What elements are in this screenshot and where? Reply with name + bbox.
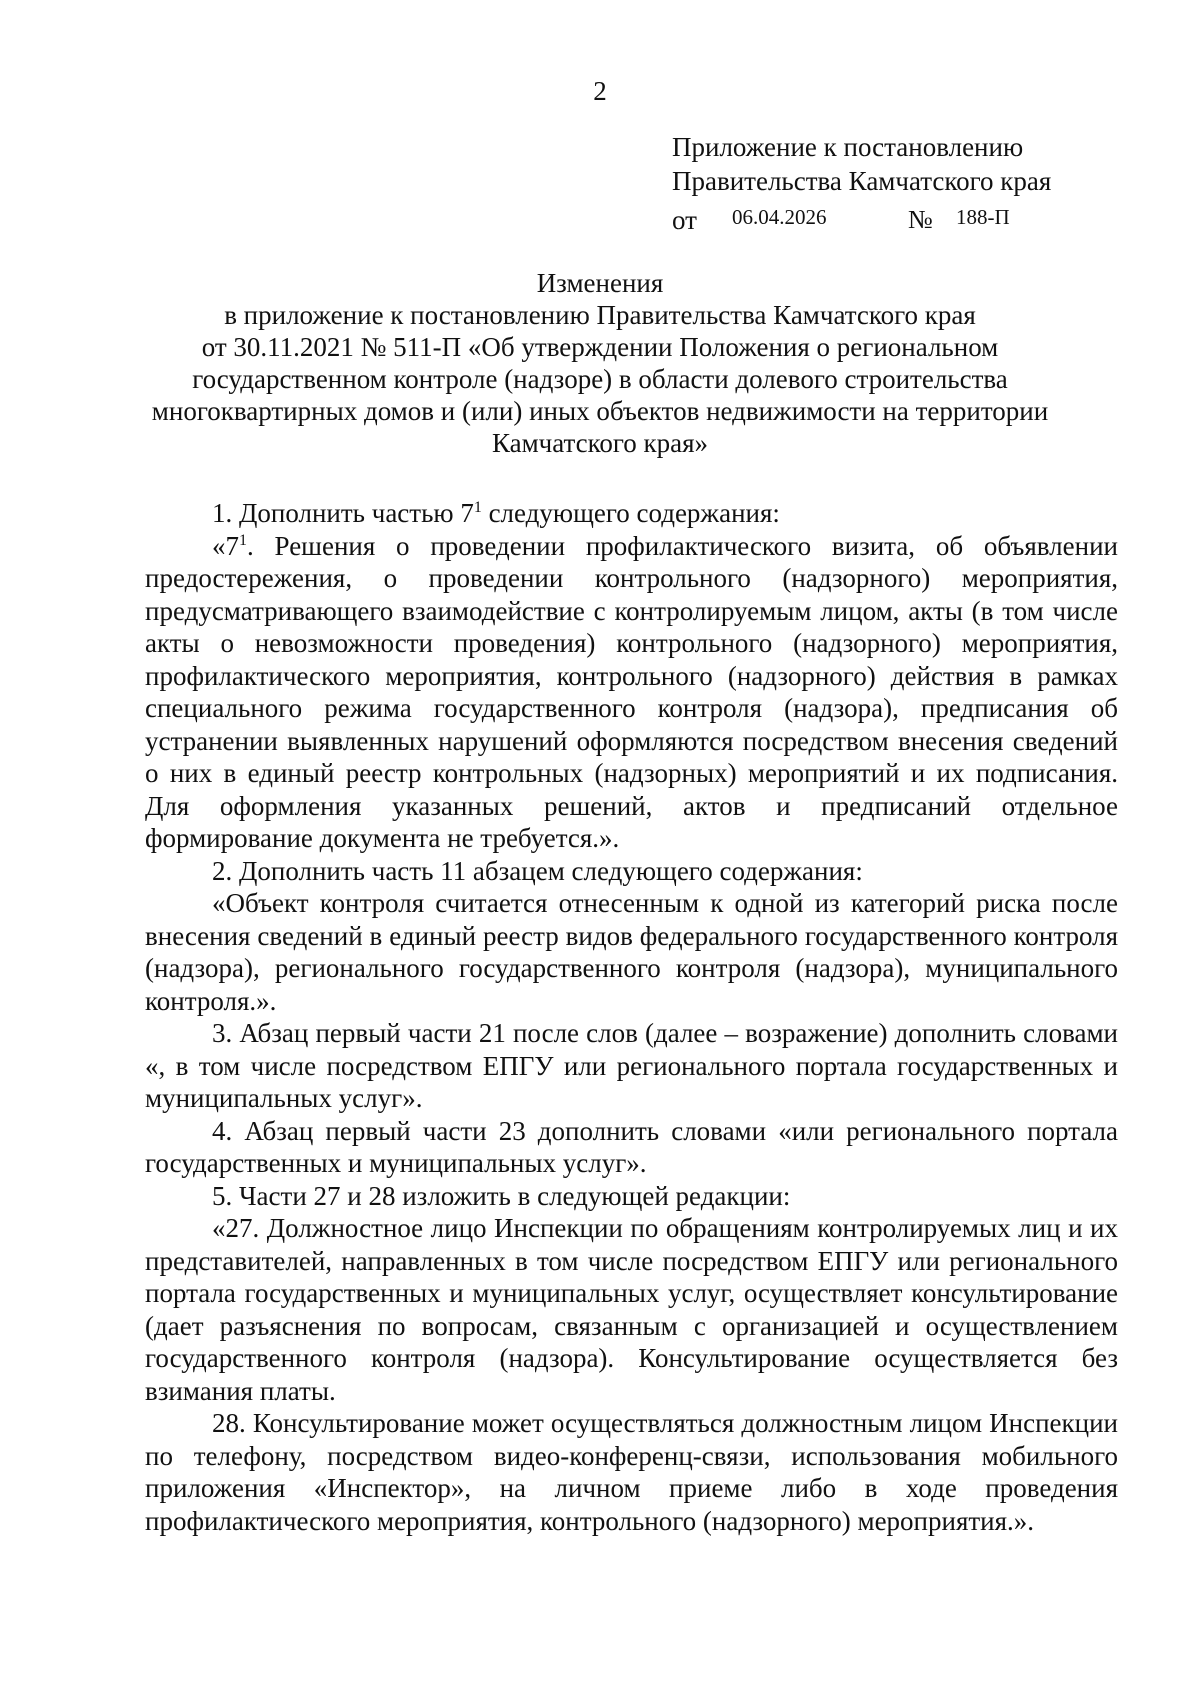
paragraph-part-27: «27. Должностное лицо Инспекции по обращениям контролируемых лиц и их представителей, направленных в том числе посредством ЕПГУ или регионального портала государственных и муниципальных услуг, осуществляет консультирование (дает разъяснения по вопросам, связанным с организацией и осуществлением государственного контроля (надзора). Консультирование осуществляется без взимания платы. xyxy=(145,1213,1118,1406)
appendix-line-1: Приложение к постановлению xyxy=(672,132,1024,162)
paragraph-part-28: 28. Консультирование может осуществляться должностным лицом Инспекции по телефону, посредством видео-конференц-связи, использования мобильного приложения «Инспектор», на личном приеме либо в ходе проведения профилактического мероприятия, контрольного (надзорного) мероприятия.». xyxy=(145,1408,1118,1536)
title-line: Камчатского края» xyxy=(491,428,709,458)
document-title xyxy=(120,267,1080,459)
paragraph-item-1: 1. Дополнить частью $7^1$ следующего содержания: xyxy=(212,498,780,528)
appendix-line-2: Правительства Камчатского края xyxy=(672,166,1052,196)
number-label: № xyxy=(908,205,933,234)
from-label: от xyxy=(672,205,697,235)
title-line: в приложение к постановлению Правительства Камчатского края xyxy=(224,300,976,330)
title-heading: Изменения xyxy=(536,268,664,298)
paragraph-item-4: 4. Абзац первый части 23 дополнить словами «или регионального портала государственных и муниципальных услуг». xyxy=(145,1115,1118,1178)
title-line: государственном контроле (надзоре) в области долевого строительства xyxy=(192,364,1008,394)
paragraph-item-3: 3. Абзац первый части 21 после слов (далее – возражение) дополнить словами «, в том числе посредством ЕПГУ или регионального портала государственных и муниципальных услуг». xyxy=(145,1018,1118,1113)
paragraph-item-5: 5. Части 27 и 28 изложить в следующей редакции: xyxy=(212,1180,791,1211)
title-line: от 30.11.2021 № 511-П «Об утверждении Положения о региональном xyxy=(201,332,999,362)
title-line: многоквартирных домов и (или) иных объектов недвижимости на территории xyxy=(151,396,1049,426)
paragraph-risk-category: «Объект контроля считается отнесенным к одной из категорий риска после внесения сведений в единый реестр видов федерального государственного контроля (надзора), регионального государственного контроля (надзора), муниципального контроля.». xyxy=(145,888,1118,1016)
paragraph-item-2: 2. Дополнить часть 11 абзацем следующего содержания: xyxy=(212,855,863,886)
page-number: 2 xyxy=(593,76,607,106)
appendix-block xyxy=(672,130,1132,235)
appendix-date-number xyxy=(672,202,1132,235)
document-body xyxy=(145,497,1118,1537)
paragraph-part-7-1: «$7^1$. Решения о проведении профилактического визита, об объявлении предостережения, о проведении контрольного (надзорного) мероприятия, предусматривающего взаимодействие с контролируемым лицом, акты (в том числе акты о невозможности проведения) контрольного (надзорного) мероприятия, профилактического мероприятия, контрольного (надзорного) действия в рамках специального режима государственного контроля (надзора), предписания об устранении выявленных нарушений оформляются посредством внесения сведений о них в единый реестр контрольных (надзорных) мероприятий и их подписания. Для оформления указанных решений, актов и предписаний отдельное формирование документа не требуется.». xyxy=(145,530,1118,853)
decree-date: 06.04.2026 xyxy=(732,205,827,229)
decree-number: 188-П xyxy=(956,205,1010,229)
